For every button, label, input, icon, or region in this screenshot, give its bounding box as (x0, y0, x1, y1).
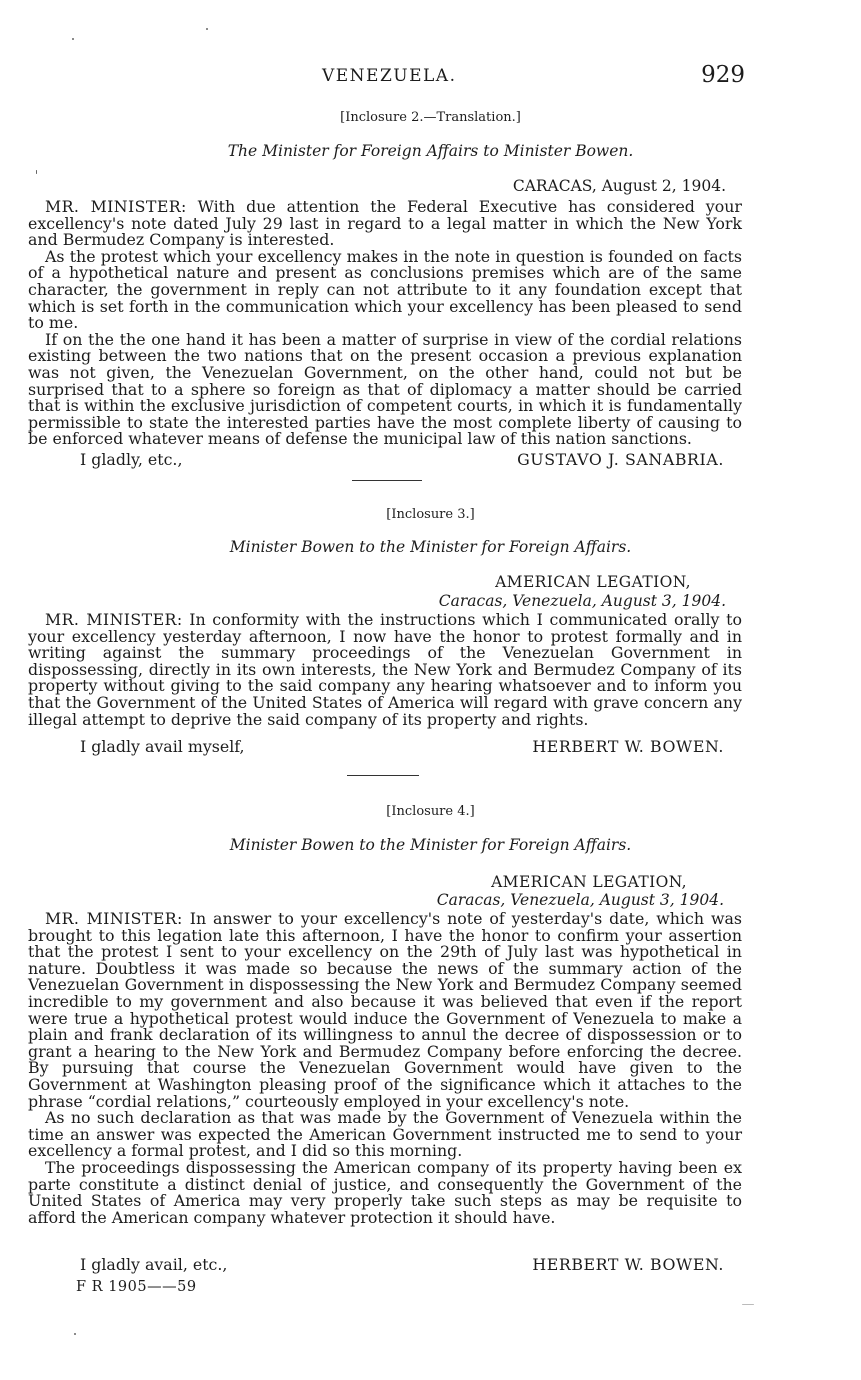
closing: I gladly, etc., (80, 450, 183, 469)
page-title: VENEZUELA. (322, 66, 457, 86)
salutation: MR. MINISTER: (45, 909, 183, 928)
inclosure-2-paragraph-1: MR. MINISTER: With due attention the Federal Executive has considered your excellency's note dated July 29 last in regard to a legal matter in which the New York and Bermudez Company is interested. (28, 197, 742, 250)
closing: I gladly avail, etc., (80, 1255, 228, 1274)
section-divider (347, 775, 419, 776)
section-divider (352, 480, 422, 481)
inclosure-4-heading: Minister Bowen to the Minister for Foreign Affairs. (229, 836, 632, 854)
inclosure-4-place: AMERICAN LEGATION, (491, 873, 687, 891)
closing: I gladly avail myself, (80, 737, 245, 756)
signature: HERBERT W. BOWEN. (532, 1255, 724, 1274)
salutation: MR. MINISTER: (45, 610, 183, 629)
scan-speck (36, 170, 37, 174)
inclosure-2-body (28, 199, 742, 448)
scan-speck (206, 28, 208, 30)
inclosure-3-dateline: Caracas, Venezuela, August 3, 1904. (438, 592, 726, 610)
inclosure-4-paragraph-3: The proceedings dispossessing the American company of its property having been ex parte constitute a distinct denial of justice, and consequently the Government of the United States of America may very properly take such steps as may be requisite to afford the American company whatever protection it should have. (28, 1157, 742, 1227)
inclosure-4-dateline: Caracas, Venezuela, August 3, 1904. (436, 891, 724, 909)
inclosure-4-paragraph-1: MR. MINISTER: In answer to your excellency's note of yesterday's date, which was brought to this legation late this afternoon, I have the honor to confirm your assertion that the protest I sent to your excellency on the 29th of July last was hypothetical in nature. Doubtless it was made so because the news of the summary action of the Venezuelan Government in dispossessing the New York and Bermudez Company seemed incredible to my government and also because it was believed that even if the report were true a hypothetical protest would induce the Government of Venezuela to make a plain and frank declaration of its willingness to annul the decree of dispossession or to grant a hearing to the New York and Bermudez Company before enforcing the decree. By pursuing that course the Venezuelan Government would have given to the Government at Washington pleasing proof of the significance which it attaches to the phrase “cordial relations,” courteously employed in your excellency's note. (28, 909, 742, 1111)
inclosure-2-signature-row (28, 450, 724, 470)
inclosure-3-paragraph-1: MR. MINISTER: In conformity with the instructions which I communicated orally to your excellency yesterday afternoon, I now have the honor to protest formally and in writing against the summary proceedings of the Venezuelan Government in dispossessing, directly in its own interests, the New York and Bermudez Company of its property without giving to the said company any hearing whatsoever and to inform you that the Government of the United States of America will regard with grave concern any illegal attempt to deprive the said company of its property and rights. (28, 610, 742, 729)
scan-speck (72, 38, 74, 40)
signature-mark: F R 1905——59 (76, 1279, 197, 1295)
signature: HERBERT W. BOWEN. (532, 737, 724, 756)
running-head (0, 62, 861, 92)
inclosure-4-signature-row (28, 1255, 724, 1275)
inclosure-3-body (28, 612, 742, 728)
page-number: 929 (701, 62, 745, 88)
inclosure-2-dateline: CARACAS, August 2, 1904. (512, 177, 726, 195)
inclosure-2-paragraph-3: If on the the one hand it has been a matter of surprise in view of the cordial relations existing between the two nations that on the present occasion a previous explanation was not given, the Venezuelan Government, on the other hand, could not but be surprised that to a sphere so foreign as that of diplomacy a matter should be carried that is within the exclusive jurisdiction of competent courts, in which it is fundamentally permissible to state the interested parties have the most complete liberty of causing to be enforced whatever means of defense the municipal law of this nation sanctions. (28, 329, 742, 449)
signature: GUSTAVO J. SANABRIA. (517, 450, 724, 469)
inclosure-2-heading: The Minister for Foreign Affairs to Minister Bowen. (227, 142, 634, 160)
inclosure-4-paragraph-2: As no such declaration as that was made by the Government of Venezuela within the time an answer was expected the American Government instructed me to send to your excellency a formal protest, and I did so this morning. (28, 1108, 742, 1161)
inclosure-3-place: AMERICAN LEGATION, (495, 573, 691, 591)
inclosure-4-body (28, 911, 742, 1226)
inclosure-3-label: [Inclosure 3.] (386, 507, 475, 522)
inclosure-2-paragraph-2: As the protest which your excellency makes in the note in question is founded on facts of a hypothetical nature and present as conclusions premises which are of the same character, the government in reply can not attribute to it any foundation except that which is set forth in the communication which your excellency has been pleased to send to me. (28, 246, 742, 333)
inclosure-3-signature-row (28, 737, 724, 757)
inclosure-4-label: [Inclosure 4.] (386, 804, 475, 819)
inclosure-2-label: [Inclosure 2.—Translation.] (340, 110, 521, 125)
scan-speck (74, 1333, 76, 1335)
inclosure-3-heading: Minister Bowen to the Minister for Foreign Affairs. (229, 538, 632, 556)
salutation: MR. MINISTER: (45, 197, 187, 216)
scan-speck (742, 1304, 754, 1305)
